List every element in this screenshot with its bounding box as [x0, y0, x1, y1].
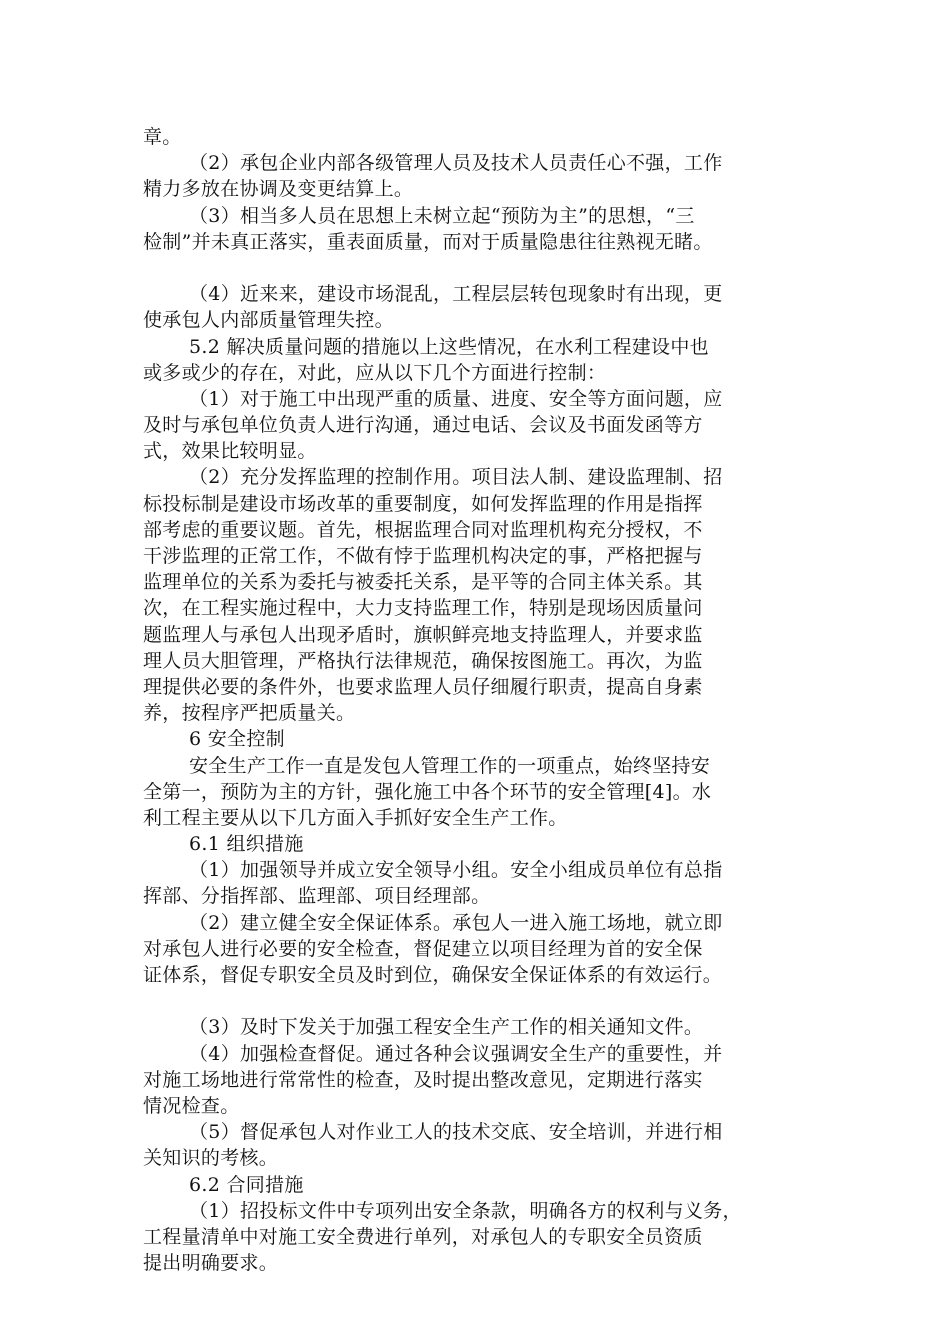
document-body [143, 124, 811, 1276]
paragraph-first-line: （2）建立健全安全保证体系。承包人一进入施工场地，就立即 [189, 911, 723, 934]
text-line: 利工程主要从以下几方面入手抓好安全生产工作。 [143, 806, 568, 829]
text-line: 次，在工程实施过程中，大力支持监理工作，特别是现场因质量问 [143, 597, 703, 620]
text-line: 工程量清单中对施工安全费进行单列，对承包人的专职安全员资质 [143, 1225, 703, 1248]
paragraph-first-line: （4）近来来，建设市场混乱，工程层层转包现象时有出现，更 [189, 283, 723, 306]
paragraph-first-line: 安全生产工作一直是发包人管理工作的一项重点，始终坚持安 [189, 754, 711, 777]
text-line: 式，效果比较明显。 [143, 440, 317, 463]
text-line: 章。 [143, 126, 182, 148]
text-line: 精力多放在协调及变更结算上。 [143, 178, 414, 201]
section-heading-6-2: 6.2 合同措施 [189, 1173, 304, 1196]
text-line: 检制”并未真正落实，重表面质量，而对于质量隐患往往熟视无睹。 [143, 230, 713, 253]
text-line: 对承包人进行必要的安全检查，督促建立以项目经理为首的安全保 [143, 937, 703, 960]
paragraph-first-line: （4）加强检查督促。通过各种会议强调安全生产的重要性，并 [189, 1042, 723, 1065]
text-line: 养，按程序严把质量关。 [143, 702, 356, 725]
section-heading-6-1: 6.1 组织措施 [189, 833, 304, 856]
text-line: 情况检查。 [143, 1094, 240, 1117]
text-line: 理人员大胆管理，严格执行法律规范，确保按图施工。再次，为监 [143, 649, 703, 672]
paragraph-first-line: （1）对于施工中出现严重的质量、进度、安全等方面问题，应 [189, 387, 723, 410]
paragraph-first-line: （2）充分发挥监理的控制作用。项目法人制、建设监理制、招 [189, 466, 723, 489]
paragraph-first-line: （3）相当多人员在思想上未树立起“预防为主”的思想，“三 [189, 204, 695, 227]
text-line: 干涉监理的正常工作，不做有悖于监理机构决定的事，严格把握与 [143, 545, 703, 567]
text-line: 标投标制是建设市场改革的重要制度，如何发挥监理的作用是指挥 [143, 492, 703, 515]
text-line: 题监理人与承包人出现矛盾时，旗帜鲜亮地支持监理人，并要求监 [143, 623, 703, 646]
blank-line [143, 988, 811, 1014]
text-line: 提出明确要求。 [143, 1252, 279, 1275]
text-line: 关知识的考核。 [143, 1147, 279, 1170]
text-line: 证体系，督促专职安全员及时到位，确保安全保证体系的有效运行。 [143, 964, 723, 986]
text-line: 全第一，预防为主的方针，强化施工中各个环节的安全管理[4]。水 [143, 780, 712, 803]
section-heading-5-2: 5.2 解决质量问题的措施以上这些情况，在水利工程建设中也 [189, 335, 709, 358]
text-line: 或多或少的存在，对此，应从以下几个方面进行控制： [143, 361, 607, 384]
paragraph-first-line: （1）招投标文件中专项列出安全条款，明确各方的权利与义务， [189, 1199, 742, 1222]
text-line: 挥部、分指挥部、监理部、项目经理部。 [143, 885, 491, 908]
paragraph-first-line: （1）加强领导并成立安全领导小组。安全小组成员单位有总指 [189, 859, 723, 882]
text-line: 理提供必要的条件外，也要求监理人员仔细履行职责，提高自身素 [143, 675, 703, 698]
paragraph-first-line: （2）承包企业内部各级管理人员及技术人员责任心不强，工作 [189, 152, 723, 175]
text-line: 及时与承包单位负责人进行沟通，通过电话、会议及书面发函等方 [143, 414, 703, 437]
paragraph-first-line: （3）及时下发关于加强工程安全生产工作的相关通知文件。 [189, 1016, 704, 1039]
paragraph-first-line: （5）督促承包人对作业工人的技术交底、安全培训，并进行相 [189, 1121, 723, 1144]
text-line: 部考虑的重要议题。首先，根据监理合同对监理机构充分授权，不 [143, 518, 703, 541]
section-heading-6: 6 安全控制 [189, 728, 285, 751]
text-line: 使承包人内部质量管理失控。 [143, 309, 394, 332]
text-line: 对施工场地进行常常性的检查，及时提出整改意见，定期进行落实 [143, 1068, 703, 1091]
text-line: 监理单位的关系为委托与被委托关系，是平等的合同主体关系。其 [143, 571, 703, 594]
blank-line [143, 255, 811, 281]
